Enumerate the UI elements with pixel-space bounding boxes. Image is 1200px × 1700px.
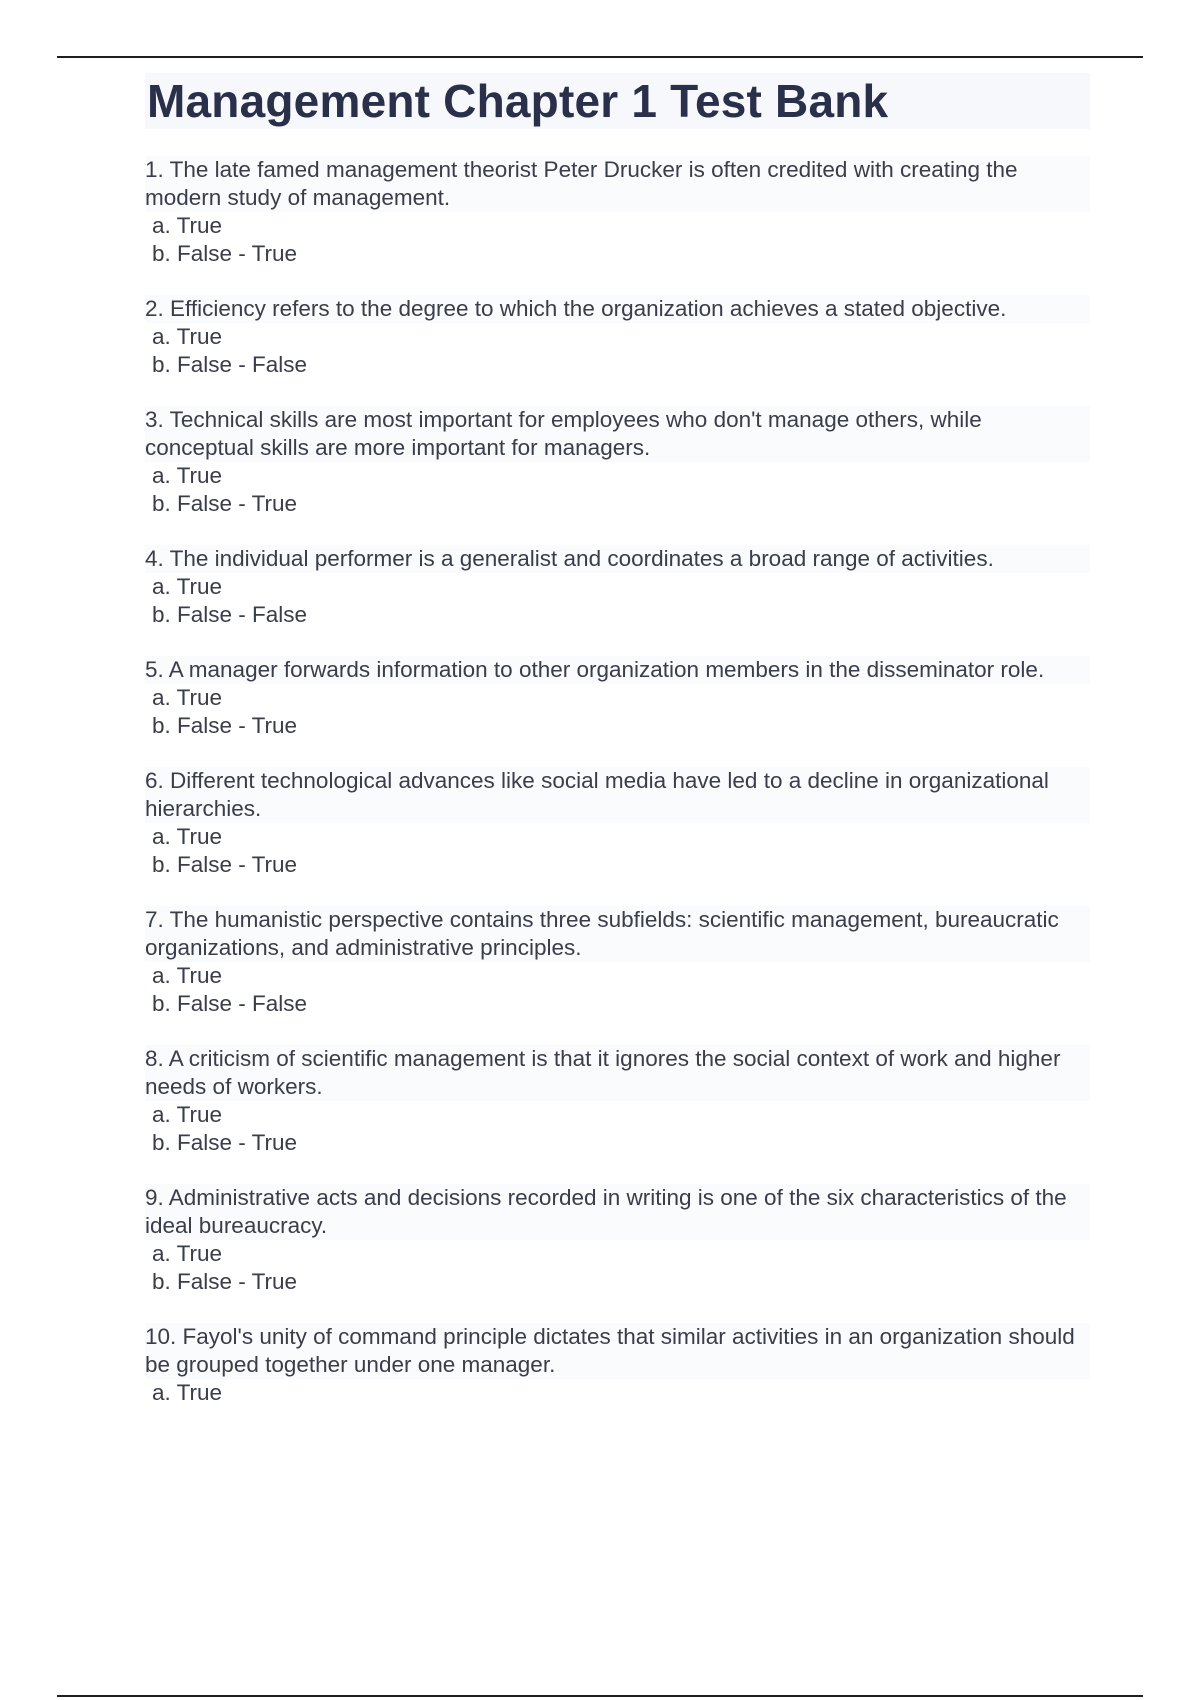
document-title: Management Chapter 1 Test Bank: [145, 73, 1090, 129]
question-text: 7. The humanistic perspective contains three subfields: scientific management, bureaucratic organizations, and administrative principles.: [145, 906, 1090, 962]
option-b: b. False - True: [152, 1130, 298, 1155]
option-a: a. True: [152, 824, 223, 849]
bottom-divider: [57, 1695, 1143, 1697]
option-a: a. True: [152, 1380, 223, 1405]
option-b: b. False - True: [152, 1269, 298, 1294]
question-6: [145, 767, 1090, 879]
option-b: b. False - True: [152, 241, 298, 266]
question-list: [145, 156, 1090, 1407]
question-2: [145, 295, 1090, 379]
question-text: 10. Fayol's unity of command principle dictates that similar activities in an organization should be grouped together under one manager.: [145, 1323, 1090, 1379]
question-3: [145, 406, 1090, 518]
question-1: [145, 156, 1090, 268]
question-text: 3. Technical skills are most important for employees who don't manage others, while conceptual skills are more important for managers.: [145, 406, 1090, 462]
question-text: 6. Different technological advances like social media have led to a decline in organizational hierarchies.: [145, 767, 1090, 823]
top-divider: [57, 56, 1143, 58]
option-a: a. True: [152, 685, 223, 710]
option-a: a. True: [152, 1102, 223, 1127]
question-9: [145, 1184, 1090, 1296]
option-a: a. True: [152, 213, 223, 238]
option-a: a. True: [152, 463, 223, 488]
question-5: [145, 656, 1090, 740]
question-text: 9. Administrative acts and decisions recorded in writing is one of the six characteristics of the ideal bureaucracy.: [145, 1184, 1090, 1240]
question-text: 2. Efficiency refers to the degree to which the organization achieves a stated objective.: [145, 295, 1090, 323]
question-text: 1. The late famed management theorist Peter Drucker is often credited with creating the modern study of management.: [145, 156, 1090, 212]
option-b: b. False - True: [152, 713, 298, 738]
question-text: 4. The individual performer is a generalist and coordinates a broad range of activities.: [145, 545, 1090, 573]
option-b: b. False - False: [152, 991, 308, 1016]
question-text: 8. A criticism of scientific management is that it ignores the social context of work and higher needs of workers.: [145, 1045, 1090, 1101]
option-b: b. False - True: [152, 852, 298, 877]
question-4: [145, 545, 1090, 629]
option-a: a. True: [152, 324, 223, 349]
question-10: [145, 1323, 1090, 1407]
document-page: [145, 73, 1090, 1434]
option-a: a. True: [152, 574, 223, 599]
question-7: [145, 906, 1090, 1018]
option-b: b. False - False: [152, 602, 308, 627]
option-a: a. True: [152, 1241, 223, 1266]
question-8: [145, 1045, 1090, 1157]
option-b: b. False - False: [152, 352, 308, 377]
option-b: b. False - True: [152, 491, 298, 516]
option-a: a. True: [152, 963, 223, 988]
question-text: 5. A manager forwards information to other organization members in the disseminator role.: [145, 656, 1090, 684]
